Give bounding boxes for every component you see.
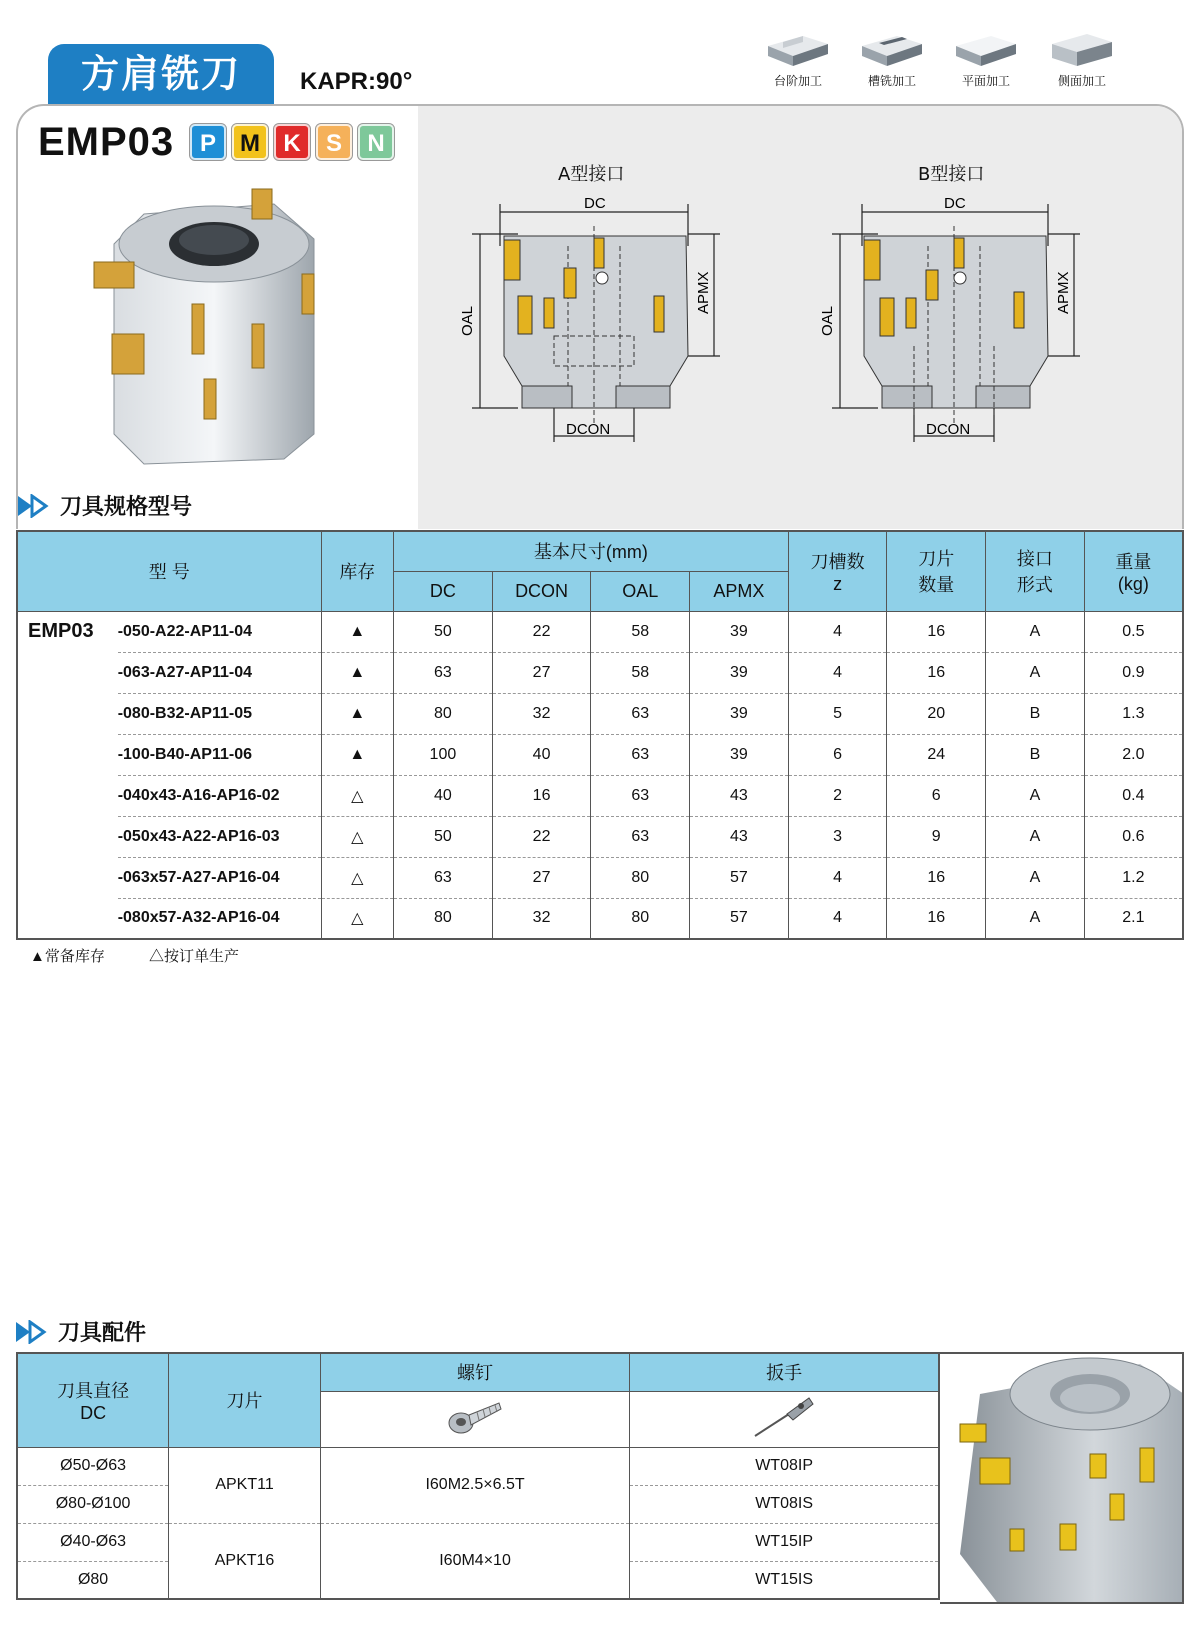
header-diameter: 刀具直径 DC bbox=[17, 1353, 169, 1447]
header-insert: 刀片 bbox=[169, 1353, 321, 1447]
insert-apkt16: APKT16 bbox=[169, 1523, 321, 1599]
table-row: -050x43-A22-AP16-03 △ 50 22 63 43 3 9 A 0.6 bbox=[17, 816, 1183, 857]
screw-icon bbox=[445, 1395, 505, 1439]
diagram-b-dcon-label: DCON bbox=[926, 421, 971, 438]
cutter-closeup-illustration bbox=[940, 1354, 1184, 1604]
header-basic-dimensions: 基本尺寸(mm) bbox=[394, 531, 789, 571]
header-oal: OAL bbox=[591, 571, 690, 611]
series-title: EMP03 bbox=[38, 120, 175, 164]
cutter-closeup-image bbox=[940, 1352, 1184, 1604]
table-row: -040x43-A16-AP16-02 △ 40 16 63 43 2 6 A 0.4 bbox=[17, 775, 1183, 816]
accessories-table bbox=[16, 1352, 940, 1600]
table-row: Ø80 WT15IS bbox=[17, 1561, 939, 1599]
header-wrench: 扳手 bbox=[630, 1353, 939, 1391]
table-row: -100-B40-AP11-06 ▲ 100 40 63 39 6 24 B 2.0 bbox=[17, 734, 1183, 775]
wrench-image-cell bbox=[630, 1391, 939, 1447]
header-flutes: 刀槽数 z bbox=[788, 531, 887, 611]
product-panel bbox=[16, 104, 1184, 529]
legend-stock: ▲常备库存 bbox=[30, 948, 105, 965]
grade-p-badge: P bbox=[190, 124, 226, 160]
table-row: -080-B32-AP11-05 ▲ 80 32 63 39 5 20 B 1.3 bbox=[17, 693, 1183, 734]
step-milling-icon bbox=[763, 28, 833, 68]
accessories-section-title: 刀具配件 bbox=[58, 1321, 147, 1346]
series-cell: EMP03 bbox=[17, 611, 118, 652]
material-grades bbox=[190, 124, 394, 160]
grade-m-badge: M bbox=[232, 124, 268, 160]
operation-step: 台阶加工 bbox=[755, 28, 841, 89]
header-stock: 库存 bbox=[321, 531, 393, 611]
diagram-b-apmx-label: APMX bbox=[1055, 271, 1072, 314]
header-dc: DC bbox=[394, 571, 493, 611]
header-model: 型 号 bbox=[17, 531, 321, 611]
header-inserts: 刀片 数量 bbox=[887, 531, 986, 611]
table-row: EMP03 -050-A22-AP11-04 ▲ 50 22 58 39 4 16 A 0.5 bbox=[17, 611, 1183, 652]
table-row: -063x57-A27-AP16-04 △ 63 27 80 57 4 16 A 1.2 bbox=[17, 857, 1183, 898]
kapr-label: KAPR:90° bbox=[300, 68, 413, 95]
wrench-icon bbox=[749, 1392, 819, 1442]
double-arrow-icon bbox=[16, 1320, 52, 1344]
header-dcon: DCON bbox=[492, 571, 591, 611]
grade-s-badge: S bbox=[316, 124, 352, 160]
table-row: -080x57-A32-AP16-04 △ 80 32 80 57 4 16 A 2.1 bbox=[17, 898, 1183, 939]
accessories-section-heading bbox=[16, 1316, 146, 1347]
table-row: Ø40-Ø63 APKT16 I60M4×10 WT15IP bbox=[17, 1523, 939, 1561]
screw-apkt11: I60M2.5×6.5T bbox=[320, 1447, 629, 1523]
milling-cutter-image bbox=[84, 184, 344, 474]
spec-section-heading bbox=[18, 490, 192, 521]
diagram-b bbox=[818, 186, 1118, 446]
diagram-b-title: B型接口 bbox=[918, 164, 985, 185]
table-row: Ø80-Ø100 WT08IS bbox=[17, 1485, 939, 1523]
spec-table bbox=[16, 530, 1184, 940]
screw-image-cell bbox=[320, 1391, 629, 1447]
header-interface: 接口 形式 bbox=[986, 531, 1085, 611]
diagram-b-oal-label: OAL bbox=[819, 305, 836, 336]
table-row: Ø50-Ø63 APKT11 I60M2.5×6.5T WT08IP bbox=[17, 1447, 939, 1485]
double-arrow-icon bbox=[18, 494, 54, 518]
grade-k-badge: K bbox=[274, 124, 310, 160]
diagram-a-title: A型接口 bbox=[558, 164, 625, 185]
page-title: 方肩铣刀 bbox=[48, 44, 274, 106]
slot-milling-icon bbox=[857, 28, 927, 68]
operation-slot: 槽铣加工 bbox=[849, 28, 935, 89]
spec-section-title: 刀具规格型号 bbox=[60, 495, 193, 520]
diagram-a bbox=[458, 186, 758, 446]
header-screw: 螺钉 bbox=[320, 1353, 629, 1391]
stock-legend bbox=[30, 945, 279, 966]
diagram-a-apmx-label: APMX bbox=[695, 271, 712, 314]
diagram-b-dc-label: DC bbox=[944, 195, 966, 212]
operation-side: 侧面加工 bbox=[1039, 28, 1125, 89]
insert-apkt11: APKT11 bbox=[169, 1447, 321, 1523]
table-row: -063-A27-AP11-04 ▲ 63 27 58 39 4 16 A 0.9 bbox=[17, 652, 1183, 693]
legend-order: △按订单生产 bbox=[149, 948, 240, 965]
diagram-a-dcon-label: DCON bbox=[566, 421, 611, 438]
header-apmx: APMX bbox=[690, 571, 789, 611]
side-milling-icon bbox=[1047, 28, 1117, 68]
screw-apkt16: I60M4×10 bbox=[320, 1523, 629, 1599]
grade-n-badge: N bbox=[358, 124, 394, 160]
diagram-a-oal-label: OAL bbox=[459, 305, 476, 336]
operation-face: 平面加工 bbox=[943, 28, 1029, 89]
operation-icons bbox=[755, 28, 1155, 98]
face-milling-icon bbox=[951, 28, 1021, 68]
header-weight: 重量 (kg) bbox=[1084, 531, 1183, 611]
diagram-a-dc-label: DC bbox=[584, 195, 606, 212]
